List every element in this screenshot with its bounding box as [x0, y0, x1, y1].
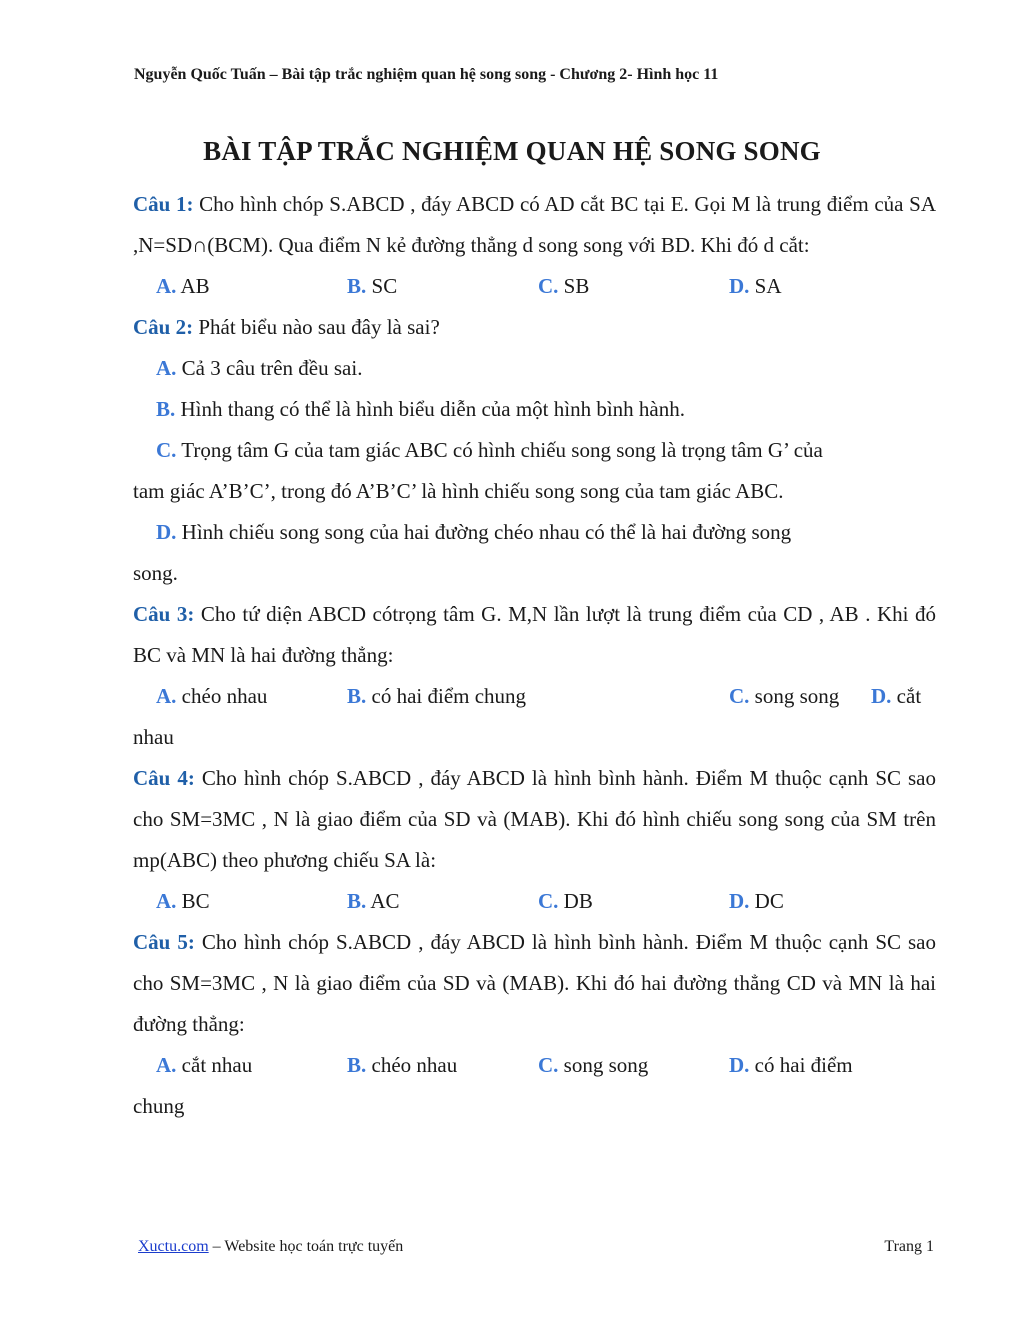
option-label: C. [538, 274, 559, 298]
page-number: Trang 1 [884, 1238, 934, 1255]
option-c [133, 430, 936, 471]
option-text: song song [754, 684, 840, 708]
option-b [347, 676, 729, 717]
question-3 [133, 594, 936, 676]
question-text: Cho tứ diện ABCD cótrọng tâm G. M,N lần lượt là trung điểm của CD , AB . Khi đó BC và MN là hai đường thẳng: [133, 602, 936, 667]
option-b [347, 881, 538, 922]
option-label: C. [156, 438, 177, 462]
option-text: AB [180, 274, 210, 298]
option-text: AC [370, 889, 400, 913]
question-text: Phát biểu nào sau đây là sai? [198, 315, 440, 339]
option-a [156, 881, 347, 922]
option-d [133, 512, 936, 553]
option-label: C. [538, 889, 559, 913]
page-footer [138, 1238, 934, 1256]
option-d [871, 684, 921, 708]
option-text: song song [563, 1053, 649, 1077]
option-label: D. [871, 684, 892, 708]
option-label: A. [156, 889, 177, 913]
option-text: Hình thang có thể là hình biểu diễn của một hình bình hành. [180, 397, 685, 421]
option-a [156, 266, 347, 307]
footer-text: – Website học toán trực tuyến [208, 1238, 404, 1255]
question-label: Câu 4: [133, 766, 195, 790]
option-d [729, 1045, 920, 1086]
question-label: Câu 5: [133, 930, 195, 954]
question-label: Câu 2: [133, 315, 194, 339]
option-label: D. [729, 889, 750, 913]
question-5 [133, 922, 936, 1045]
options-row [133, 881, 936, 922]
option-d-continuation: nhau [133, 725, 174, 749]
option-text: Hình chiếu song song của hai đường chéo nhau có thể là hai đường song [181, 520, 792, 544]
option-d-continuation: song. [133, 561, 178, 585]
question-text: Cho hình chóp S.ABCD , đáy ABCD là hình bình hành. Điểm M thuộc cạnh SC sao cho SM=3MC , N là giao điểm của SD và (MAB). Khi đó hai đường thẳng CD và MN là hai đường thẳng: [133, 930, 936, 1036]
option-d [729, 881, 920, 922]
option-c [538, 1045, 729, 1086]
question-label: Câu 1: [133, 192, 194, 216]
question-2 [133, 307, 936, 348]
option-text: BC [181, 889, 210, 913]
option-c-continuation: tam giác A’B’C’, trong đó A’B’C’ là hình chiếu song song của tam giác ABC. [133, 479, 784, 503]
option-label: B. [347, 684, 367, 708]
option-label: B. [347, 274, 367, 298]
option-label: A. [156, 684, 177, 708]
option-label: A. [156, 274, 177, 298]
option-a [133, 348, 936, 389]
option-c [729, 676, 871, 717]
options-row [133, 266, 936, 307]
option-label: B. [347, 1053, 367, 1077]
option-text: cắt [896, 684, 922, 708]
option-b [133, 389, 936, 430]
option-label: B. [347, 889, 367, 913]
page-header: Nguyễn Quốc Tuấn – Bài tập trắc nghiệm quan hệ song song - Chương 2- Hình học 11 [134, 66, 719, 83]
option-text: SC [371, 274, 398, 298]
option-text: SB [563, 274, 590, 298]
option-text: có hai điểm [754, 1053, 853, 1077]
question-label: Câu 3: [133, 602, 195, 626]
option-label: C. [729, 684, 750, 708]
document-title: BÀI TẬP TRẮC NGHIỆM QUAN HỆ SONG SONG [203, 136, 821, 166]
option-label: C. [538, 1053, 559, 1077]
option-text: có hai điểm chung [371, 684, 527, 708]
option-text: chéo nhau [371, 1053, 458, 1077]
option-c [538, 881, 729, 922]
option-b [347, 1045, 538, 1086]
option-text: chéo nhau [181, 684, 268, 708]
option-a [156, 676, 347, 717]
options-row [133, 676, 936, 717]
option-text: SA [754, 274, 782, 298]
option-label: D. [729, 1053, 750, 1077]
option-text: Cả 3 câu trên đều sai. [181, 356, 363, 380]
option-a [156, 1045, 347, 1086]
option-d [729, 266, 920, 307]
option-label: A. [156, 1053, 177, 1077]
option-c [538, 266, 729, 307]
option-text: Trọng tâm G của tam giác ABC có hình chiếu song song là trọng tâm G’ của [181, 438, 823, 462]
question-4 [133, 758, 936, 881]
options-row [133, 1045, 936, 1086]
option-b [347, 266, 538, 307]
question-text: Cho hình chóp S.ABCD , đáy ABCD là hình bình hành. Điểm M thuộc cạnh SC sao cho SM=3MC , N là giao điểm của SD và (MAB). Khi đó hình chiếu song song của SM trên mp(ABC) theo phương chiếu SA là: [133, 766, 936, 872]
option-label: D. [156, 520, 177, 544]
option-text: cắt nhau [181, 1053, 253, 1077]
option-label: D. [729, 274, 750, 298]
footer-left [138, 1238, 403, 1256]
question-text: Cho hình chóp S.ABCD , đáy ABCD có AD cắt BC tại E. Gọi M là trung điểm của SA ,N=SD∩(BCM). Qua điểm N kẻ đường thẳng d song song với BD. Khi đó d cắt: [133, 192, 936, 257]
document-body [133, 184, 936, 1127]
website-link[interactable]: Xuctu.com [138, 1238, 209, 1255]
option-d-continuation: chung [133, 1094, 185, 1118]
option-text: DB [563, 889, 593, 913]
option-text: DC [754, 889, 784, 913]
option-label: B. [156, 397, 176, 421]
question-1 [133, 184, 936, 266]
option-label: A. [156, 356, 177, 380]
